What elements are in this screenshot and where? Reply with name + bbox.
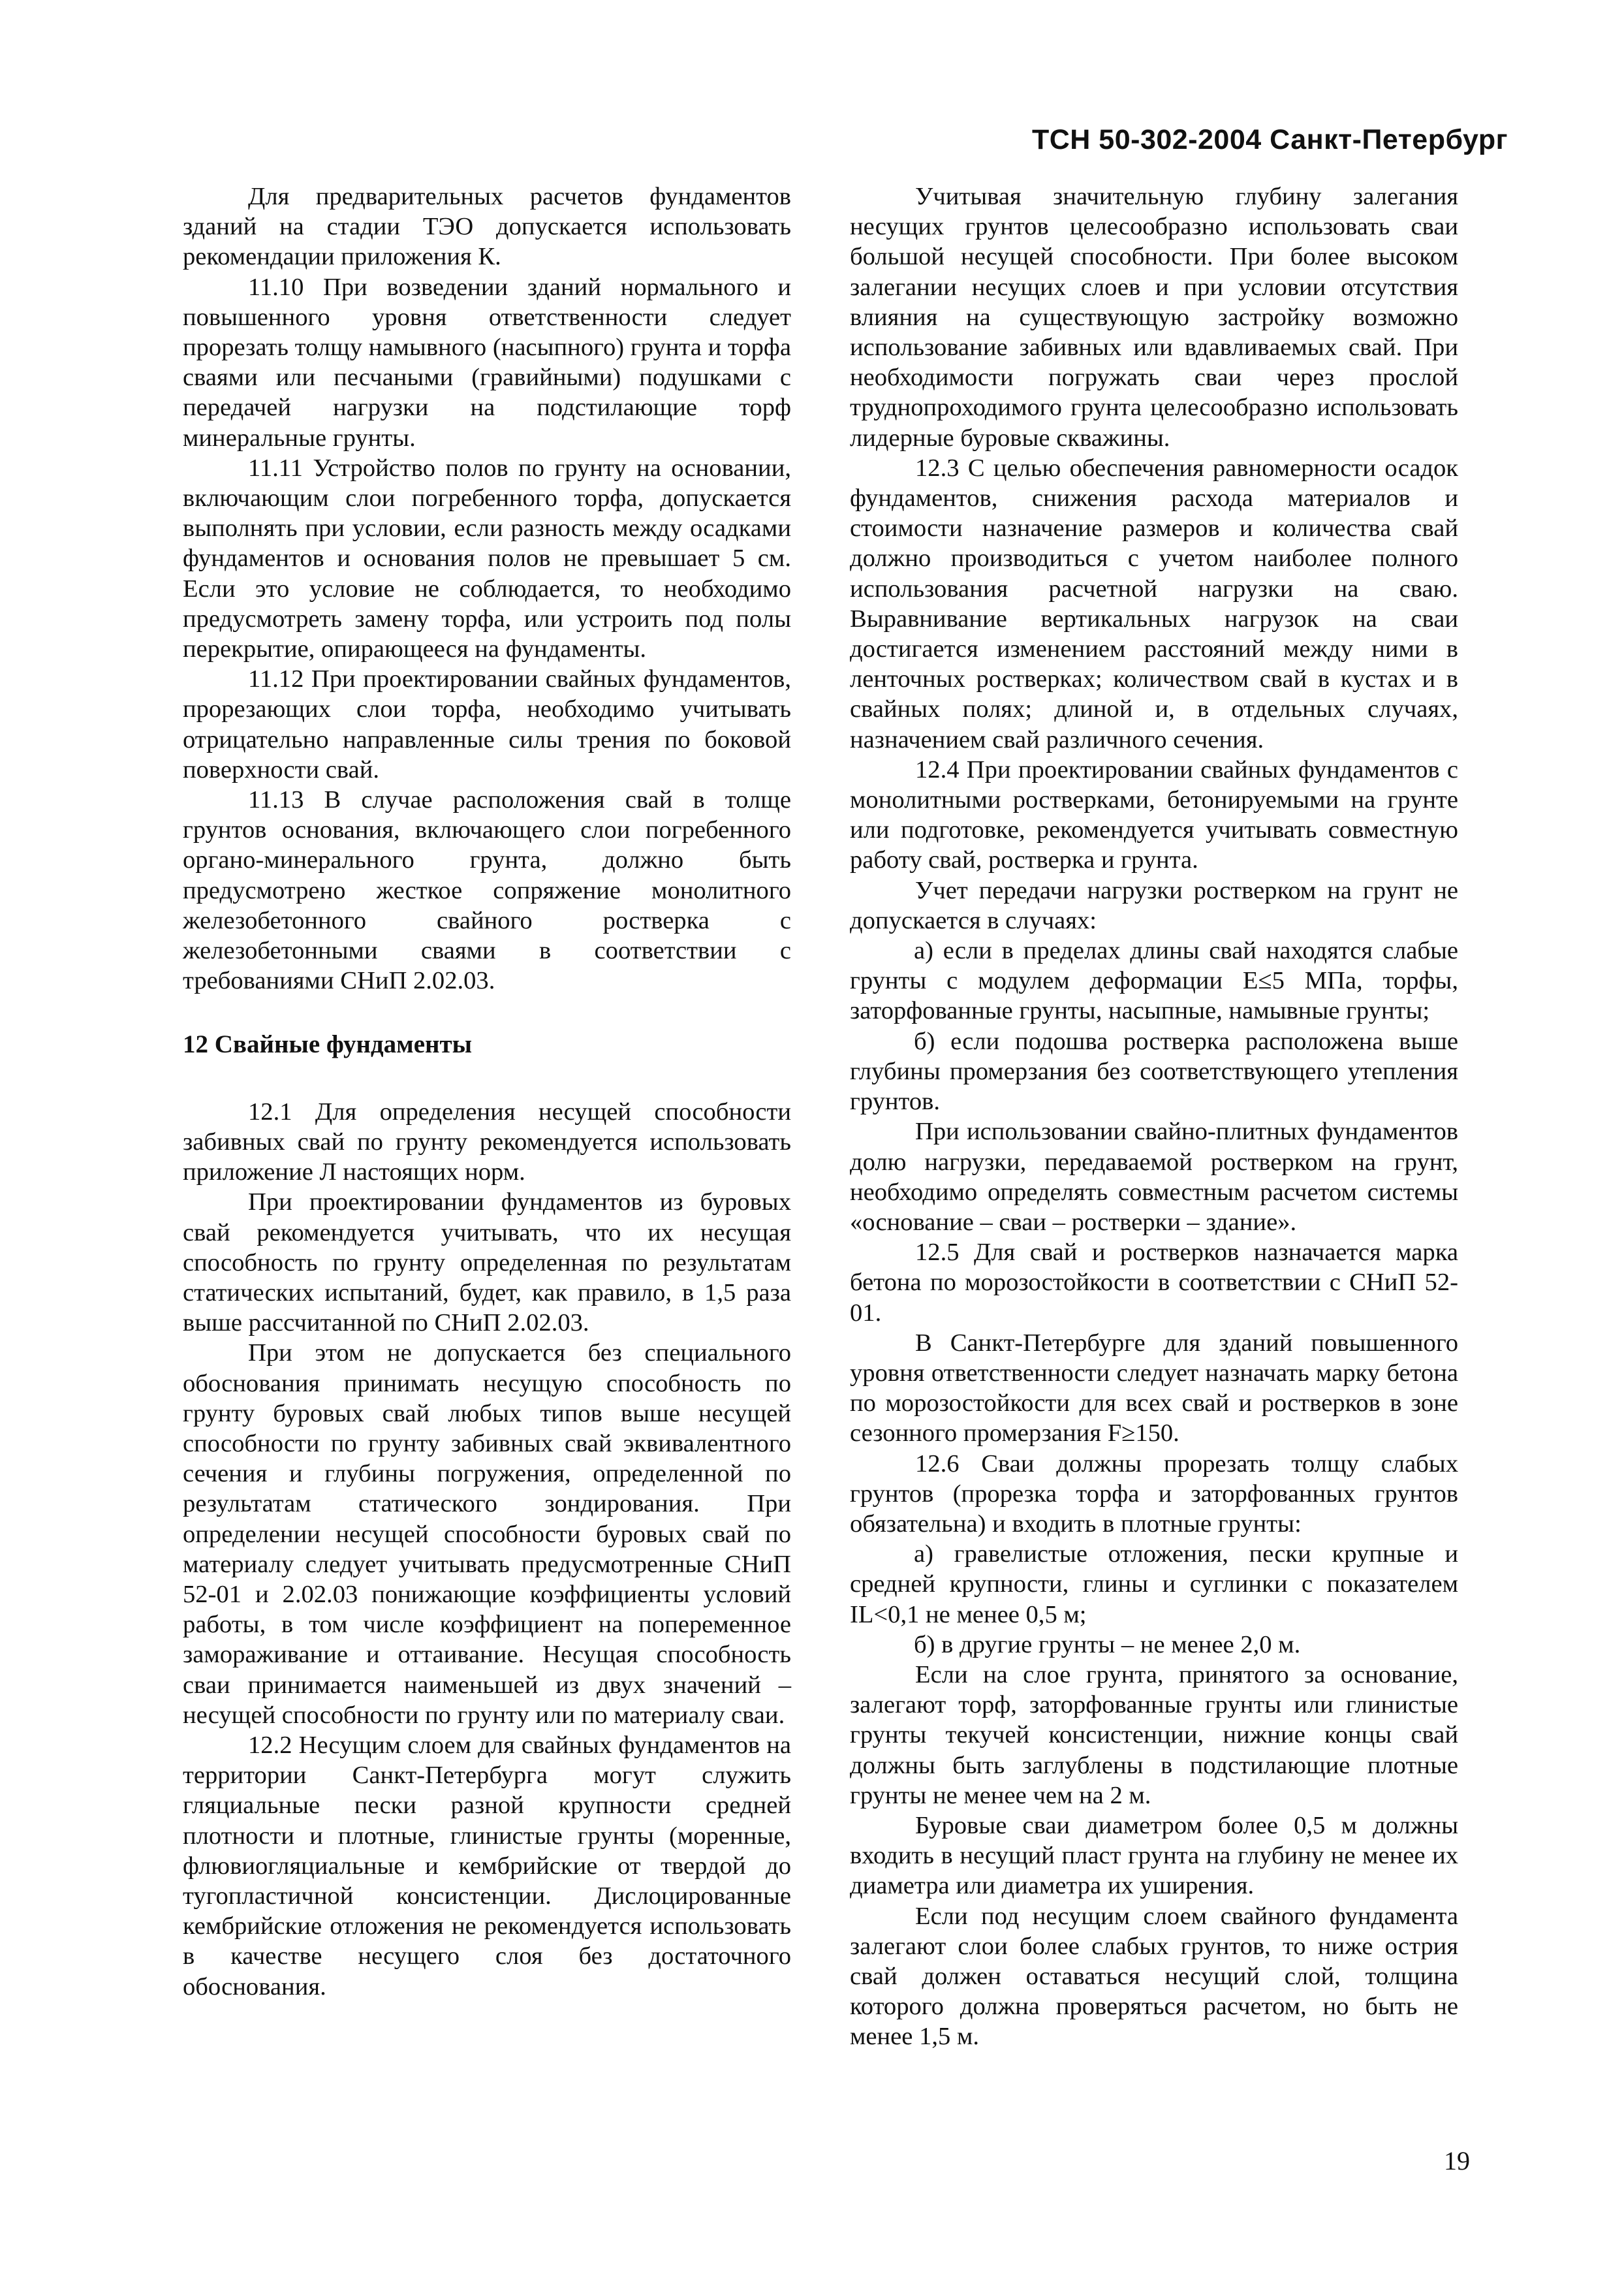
paragraph-12-1: 12.1 Для определения несущей способности забивных свай по грунту рекомендуется использовать приложение Л настоящих норм. [183, 1098, 791, 1186]
paragraph-bearing-soils-depth: Учитывая значительную глубину залегания несущих грунтов целесообразно использовать сваи большой несущей способности. При более высоком залегании несущих слоев и при условии отсутствия влияния на существующую застройку возможно использование забивных или вдавливаемых свай. При необходимости погружать сваи через прослой труднопроходимого грунта целесообразно использовать лидерные буровые скважины. [850, 183, 1458, 452]
list-item-a-gravel: а) гравелистые отложения, пески крупные и средней крупности, глины и суглинки с показателем IL<0,1 не менее 0,5 м; [850, 1540, 1458, 1628]
paragraph-12-5: 12.5 Для свай и ростверков назначается марка бетона по морозостойкости в соответствии с СНиП 52-01. [850, 1239, 1458, 1327]
paragraph-feasibility-recommendation: Для предварительных расчетов фундаментов зданий на стадии ТЭО допускается использовать рекомендации приложения К. [183, 183, 791, 271]
paragraph-piled-raft: При использовании свайно-плитных фундаментов долю нагрузки, передаваемой ростверком на грунт, необходимо определять совместным расчетом системы «основание – сваи – ростверки – здание». [850, 1118, 1458, 1236]
paragraph-12-4: 12.4 При проектировании свайных фундаментов с монолитными ростверками, бетонируемыми на грунте или подготовке, рекомендуется учитывать совместную работу свай, ростверка и грунта. [850, 755, 1458, 874]
paragraph-12-2: 12.2 Несущим слоем для свайных фундаментов на территории Санкт-Петербурга могут служить гляциальные пески разной крупности средней плотности и плотные, глинистые грунты (моренные, флювиогляциальные и кембрийские от твердой до тугопластичной консистенции. Дислоцированные кембрийские отложения не рекомендуется использовать в качестве несущего слоя без достаточного обоснования. [183, 1731, 791, 2000]
paragraph-bored-piles-capacity: При проектировании фундаментов из буровых свай рекомендуется учитывать, что их несущая способность по грунту определенная по результатам статических испытаний, будет, как правило, в 1,5 раза выше рассчитанной по СНиП 2.02.03. [183, 1188, 791, 1337]
list-item-b-frost-depth: б) если подошва ростверка расположена выше глубины промерзания без соответствующего утепления грунтов. [850, 1027, 1458, 1116]
paragraph-11-13: 11.13 В случае расположения свай в толще грунтов основания, включающего слои погребенного органо-минерального грунта, должно быть предусмотрено жесткое сопряжение монолитного железобетонного свайного ростверка с железобетонными сваями в соответствии с требованиями СНиП 2.02.03. [183, 786, 791, 995]
paragraph-11-11: 11.11 Устройство полов по грунту на основании, включающим слои погребенного торфа, допускается выполнять при условии, если разность между осадками фундаментов и основания полов не превышает 5 см. Если это условие не соблюдается, то необходимо предусмотреть замену торфа, или устроить под полы перекрытие, опирающееся на фундаменты. [183, 454, 791, 663]
list-item-a-weak-soils: а) если в пределах длины свай находятся слабые грунты с модулем деформации E≤5 МПа, торфы, заторфованные грунты, насыпные, намывные грунты; [850, 937, 1458, 1025]
paragraph-frost-resistance: В Санкт-Петербурге для зданий повышенного уровня ответственности следует назначать марку бетона по морозостойкости для всех свай и ростверков в зоне сезонного промерзания F≥150. [850, 1329, 1458, 1447]
paragraph-12-6: 12.6 Сваи должны прорезать толщу слабых грунтов (прорезка торфа и заторфованных грунтов обязательна) и входить в плотные грунты: [850, 1449, 1458, 1538]
page-number: 19 [1444, 2146, 1470, 2175]
paragraph-load-transfer-intro: Учет передачи нагрузки ростверком на грунт не допускается в случаях: [850, 876, 1458, 934]
section-heading-12: 12 Свайные фундаменты [183, 1030, 473, 1059]
paragraph-bored-piles-diameter: Буровые сваи диаметром более 0,5 м должны входить в несущий пласт грунта на глубину не менее их диаметра или диаметра их уширения. [850, 1811, 1458, 1900]
paragraph-12-3: 12.3 С целью обеспечения равномерности осадок фундаментов, снижения расхода материалов и стоимости назначение размеров и количества свай должно производиться с учетом наиболее полного использования расчетной нагрузки на сваю. Выравнивание вертикальных нагрузок на сваи достигается изменением расстояний между ними в ленточных ростверках; количеством свай в кустах и в свайных полях; длиной и, в отдельных случаях, назначением свай различного сечения. [850, 454, 1458, 753]
paragraph-11-12: 11.12 При проектировании свайных фундаментов, прорезающих слои торфа, необходимо учитывать отрицательно направленные силы трения по боковой поверхности свай. [183, 665, 791, 783]
right-column [850, 182, 1458, 2052]
list-item-b-other-soils: б) в другие грунты – не менее 2,0 м. [914, 1630, 1301, 1658]
paragraph-11-10: 11.10 При возведении зданий нормального и повышенного уровня ответственности следует прорезать толщу намывного (насыпного) грунта и торфа сваями или песчаными (гравийными) подушками с передачей нагрузки на подстилающие торф минеральные грунты. [183, 273, 791, 452]
left-column [183, 182, 791, 2002]
paragraph-bored-piles-restrictions: При этом не допускается без специального обоснования принимать несущую способность по грунту буровых свай любых типов выше несущей способности по грунту забивных свай эквивалентного сечения и глубины погружения, определенной по результатам статического зондирования. При определении несущей способности буровых свай по материалу следует учитывать предусмотренные СНиП 52-01 и 2.02.03 понижающие коэффициенты условий работы, в том числе коэффициент на попеременное замораживание и оттаивание. Несущая способность сваи принимается наименьшей из двух значений – несущей способности по грунту или по материалу сваи. [183, 1339, 791, 1729]
paragraph-weak-underlying: Если под несущим слоем свайного фундамента залегают слои более слабых грунтов, то ниже острия свай должен оставаться несущий слой, толщина которого должна проверяться расчетом, но быть не менее 1,5 м. [850, 1902, 1458, 2051]
document-header: ТСН 50-302-2004 Санкт-Петербург [1031, 124, 1508, 155]
paragraph-peat-overlay: Если на слое грунта, принятого за основание, залегают торф, заторфованные грунты или глинистые грунты текучей консистенции, нижние концы свай должны быть заглублены в подстилающие плотные грунты не менее чем на 2 м. [850, 1660, 1458, 1809]
